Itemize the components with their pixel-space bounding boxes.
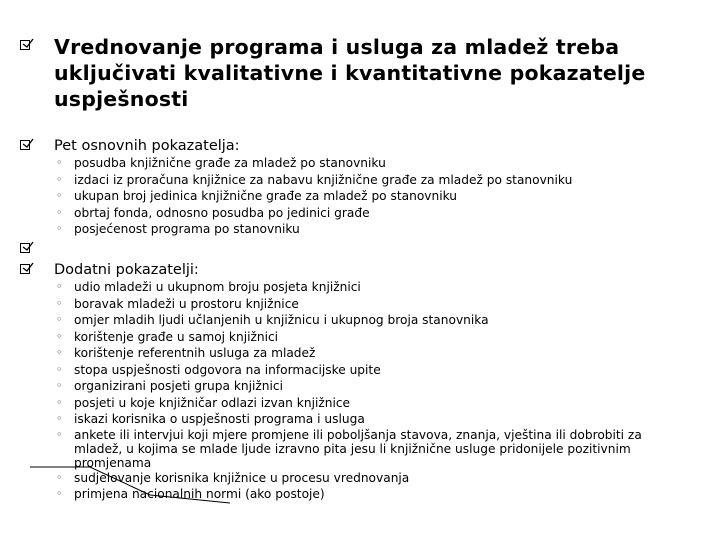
list-item: ◦ sudjelovanje korisnika knjižnice u procesu vrednovanja (56, 470, 656, 487)
list-item: ◦ udio mladeži u ukupnom broju posjeta knjižnici (56, 279, 656, 296)
slide-title: Vrednovanje programa i usluga za mladež treba uključivati kvalitativne i kvantitativne pokazatelje uspješnosti (54, 35, 646, 111)
checkbox-arrow-icon (20, 38, 34, 52)
list-item: ◦ stopa uspješnosti odgovora na informacijske upite (56, 362, 656, 379)
list-item: ◦ boravak mladeži u prostoru knjižnice (56, 296, 656, 313)
list-item: ◦ korištenje referentnih usluga za mladež (56, 345, 656, 362)
list-item: ◦ korištenje građe u samoj knjižnici (56, 329, 656, 346)
list-item: ◦ posjećenost programa po stanovniku (56, 221, 572, 238)
list-item: ◦ posudba knjižnične građe za mladež po stanovniku (56, 155, 572, 172)
list-item: ◦ izdaci iz proračuna knjižnice za nabavu knjižnične građe za mladež po stanovniku (56, 172, 572, 189)
list-item: ◦ iskazi korisnika o uspješnosti programa i usluga (56, 411, 656, 428)
list-item: ◦ organizirani posjeti grupa knjižnici (56, 378, 656, 395)
checkbox-arrow-icon (20, 241, 34, 255)
list-item: ◦ omjer mladih ljudi učlanjenih u knjižnicu i ukupnog broja stanovnika (56, 312, 656, 329)
list-item: ◦ primjena nacionalnih normi (ako postoje) (56, 486, 656, 503)
section-heading-additional: Dodatni pokazatelji: (54, 262, 199, 278)
list-item: ◦ ankete ili intervjui koji mjere promjene ili poboljšanja stavova, znanja, vještina ili dobrobiti za mladež, u kojima se mlade ljude izravno pita jesu li knjižnične usluge pridonijele pozitivnim promjenama (56, 428, 656, 470)
checkbox-arrow-icon (20, 138, 34, 152)
basic-indicators-list (56, 155, 572, 238)
list-item: ◦ ukupan broj jedinica knjižnične građe za mladež po stanovniku (56, 188, 572, 205)
checkbox-arrow-icon (20, 262, 34, 276)
list-item: ◦ posjeti u koje knjižničar odlazi izvan knjižnice (56, 395, 656, 412)
list-item: ◦ obrtaj fonda, odnosno posudba po jedinici građe (56, 205, 572, 222)
section-heading-basic: Pet osnovnih pokazatelja: (54, 138, 240, 154)
decorative-line (30, 455, 230, 505)
